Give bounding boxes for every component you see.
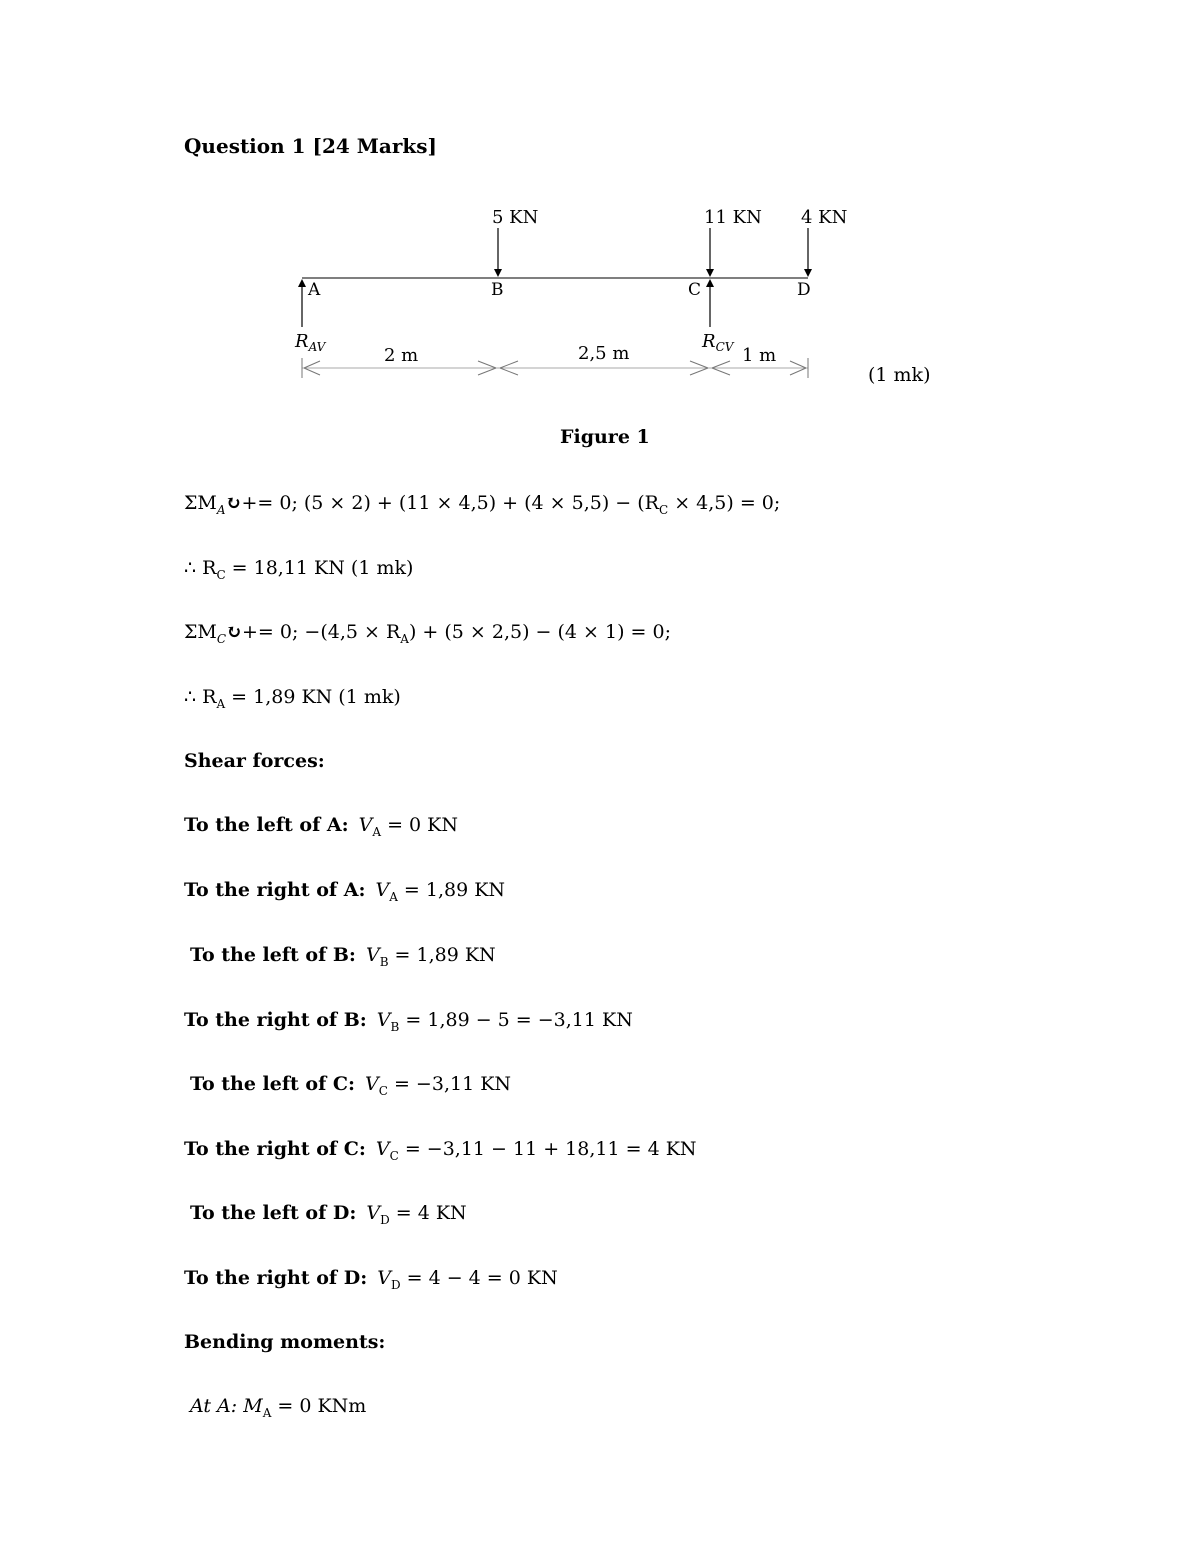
shear-line-var: V <box>375 1138 390 1160</box>
shear-line-label: To the right of C: <box>184 1138 366 1160</box>
shear-line-var: V <box>366 1202 381 1224</box>
shear-line-expr: = 1,89 KN <box>388 944 496 966</box>
shear-line <box>190 944 496 969</box>
shear-line <box>184 879 505 904</box>
shear-line-expr: = 0 KN <box>381 814 458 836</box>
load-arrow-c <box>706 228 714 277</box>
point-label-b: B <box>491 280 504 300</box>
shear-line <box>184 1138 697 1163</box>
dimension-label-bc: 2,5 m <box>578 343 630 364</box>
shear-line-var: V <box>365 944 380 966</box>
shear-heading: Shear forces: <box>184 750 325 772</box>
reaction-label-c: $R_{CV}$ <box>702 331 734 354</box>
shear-line-var: V <box>365 1073 379 1095</box>
moment-equation-a: $\Sigma M_A↻+= 0$; $(5 \times 2) + (11 \times 4,5) + (4 \times 5,5) - (R_C \times 4,5) = 0$; <box>184 492 781 517</box>
load-label-c: 11 KN <box>704 207 762 228</box>
point-label-d: D <box>797 280 811 300</box>
shear-line <box>190 1202 467 1227</box>
shear-line-sub: A <box>372 824 382 839</box>
shear-line-sub: C <box>389 1148 399 1163</box>
shear-line-expr: = −3,11 KN <box>387 1073 512 1095</box>
shear-line-sub: B <box>379 954 389 969</box>
shear-line-sub: D <box>380 1212 390 1227</box>
moment-equation-c: $\Sigma M_C↻+= 0$; $-(4,5 \times R_A) + (5 \times 2,5) - (4 \times 1) = 0$; <box>184 621 671 646</box>
shear-line-label: To the left of A: <box>184 814 349 836</box>
shear-line <box>190 1073 511 1098</box>
shear-line <box>184 1009 633 1034</box>
load-arrow-d <box>804 228 812 277</box>
question-title: Question 1 [24 Marks] <box>184 134 437 158</box>
shear-line-sub: C <box>378 1083 388 1098</box>
shear-line-sub: A <box>389 889 398 904</box>
load-label-d: 4 KN <box>801 207 848 228</box>
moment-rotation-icon: ↻ <box>226 621 242 643</box>
shear-line-sub: B <box>390 1019 400 1034</box>
shear-line <box>184 1267 558 1292</box>
shear-line-label: To the left of C: <box>190 1073 356 1095</box>
shear-line-expr: = 4 KN <box>389 1202 467 1224</box>
shear-line-label: To the right of D: <box>184 1267 368 1289</box>
reaction-label-a: $R_{AV}$ <box>295 331 326 354</box>
shear-line-label: To the left of D: <box>190 1202 357 1224</box>
shear-line-expr: = −3,11 − 11 + 18,11 = 4 KN <box>398 1138 697 1160</box>
bending-line-a: At A: $M_A = 0$ KNm <box>190 1395 367 1420</box>
shear-line-var: V <box>375 879 390 901</box>
shear-line-expr: = 4 − 4 = 0 KN <box>400 1267 558 1289</box>
shear-line-expr: = 1,89 KN <box>397 879 506 901</box>
point-label-a: A <box>308 280 321 300</box>
shear-line-var: V <box>377 1267 391 1289</box>
beam-diagram <box>280 195 960 395</box>
shear-line-label: To the right of A: <box>184 879 366 901</box>
point-label-c: C <box>688 280 702 300</box>
figure-mark: (1 mk) <box>868 364 931 386</box>
reaction-arrow-a <box>298 279 306 327</box>
dimension-label-ab: 2 m <box>384 345 419 366</box>
shear-line-expr: = 1,89 − 5 = −3,11 KN <box>399 1009 633 1031</box>
result-ra: ∴ $R_A = 1,89$ KN (1 mk) <box>184 686 401 711</box>
load-arrow-b <box>494 228 502 277</box>
moment-rotation-icon: ↻ <box>225 492 242 514</box>
reaction-arrow-c <box>706 279 714 327</box>
shear-line-var: V <box>376 1009 391 1031</box>
shear-line-label: To the right of B: <box>184 1009 367 1031</box>
shear-line <box>184 814 458 839</box>
dimension-label-cd: 1 m <box>742 345 777 366</box>
shear-line-sub: D <box>390 1277 401 1292</box>
bending-heading: Bending moments: <box>184 1331 386 1353</box>
shear-line-label: To the left of B: <box>190 944 356 966</box>
load-label-b: 5 KN <box>492 207 539 228</box>
figure-caption: Figure 1 <box>560 426 650 448</box>
shear-line-var: V <box>358 814 373 836</box>
result-rc: ∴ $R_C = 18,11$ KN (1 mk) <box>184 557 414 582</box>
